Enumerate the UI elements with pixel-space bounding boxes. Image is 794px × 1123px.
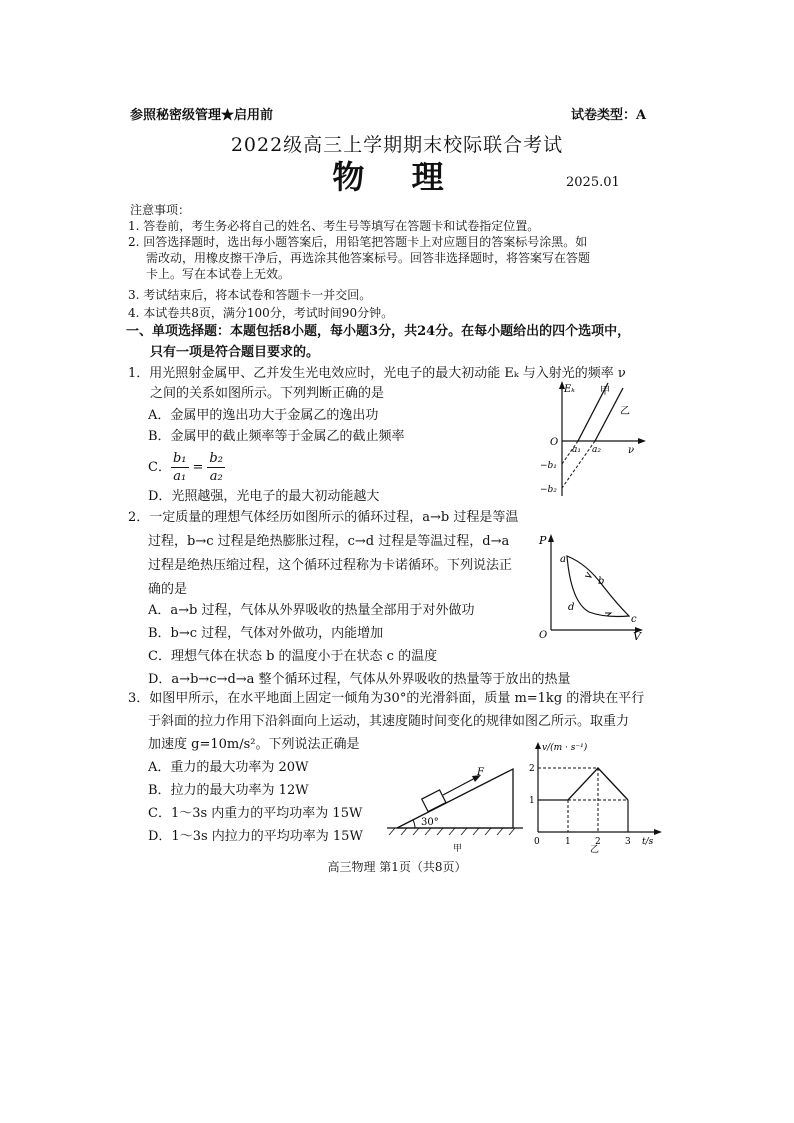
x-axis-label: V	[633, 630, 641, 642]
section-heading: 一、单项选择题：本题包括8小题，每小题3分，共24分。在每小题给出的四个选项中，	[126, 324, 631, 339]
q2-stem-cont: 过程，b→c 过程是绝热膨胀过程，c→d 过程是等温过程，d→a	[148, 534, 510, 549]
q3-option-a: A．重力的最大功率为 20W	[148, 760, 309, 775]
ground-hatching	[389, 828, 515, 835]
notice-item: 卡上。写在本试卷上无效。	[146, 267, 291, 281]
notice-item: 2. 回答选择题时，选出每小题答案后，用铅笔把答题卡上对应题目的答案标号涂黑。如	[128, 235, 588, 249]
q1-option-c	[148, 446, 225, 488]
line-yi-label: 乙	[620, 406, 630, 417]
vt-ticks	[529, 764, 631, 847]
vt-graph	[526, 738, 666, 856]
notice-item: 4. 本试卷共8页，满分100分，考试时间90分钟。	[128, 306, 394, 320]
q1-stem: 1．用光照射金属甲、乙并发生光电效应时，光电子的最大初动能 Eₖ 与入射光的频率 ν	[128, 366, 626, 381]
frac-numerator: b₁	[172, 450, 187, 466]
q2-pv-graph	[535, 530, 647, 642]
origin-label: O	[550, 437, 559, 448]
force-arrow	[443, 777, 477, 795]
tick-a2: a₂	[592, 445, 601, 455]
incline-slope	[397, 769, 513, 828]
q2-stem: 2．一定质量的理想气体经历如图所示的循环过程，a→b 过程是等温	[128, 510, 519, 525]
q1-option-c-label: C．	[148, 459, 171, 475]
state-c: c	[631, 614, 637, 625]
q3-stem-cont: 加速度 g=10m/s²。下列说法正确是	[148, 737, 360, 752]
figure-yi-caption: 乙	[590, 845, 600, 855]
frac-numerator: b₂	[209, 450, 223, 466]
origin-label: 0	[534, 837, 540, 847]
y-axis-arrow	[548, 534, 554, 542]
state-a: a	[560, 554, 566, 565]
x-axis-arrow	[654, 829, 662, 835]
x-axis-label: t/s	[642, 837, 654, 847]
tick-b1: −b₁	[540, 461, 557, 471]
x-tick-label: 2	[595, 837, 601, 847]
q3-option-b: B．拉力的最大功率为 12W	[148, 783, 309, 798]
state-d: d	[568, 602, 575, 613]
x-axis-arrow	[638, 438, 646, 444]
notice-item: 需改动，用橡皮擦干净后，再选涂其他答案标号。回答非选择题时，将答案写在答题	[146, 251, 591, 265]
tick-a1: a₁	[572, 445, 581, 455]
line-jia-label: 甲	[600, 386, 610, 397]
secrecy-label: 参照秘密级管理★启用前	[130, 108, 274, 123]
angle-label: 30°	[421, 817, 439, 828]
equals-sign: =	[192, 459, 204, 475]
y-axis-arrow	[535, 742, 541, 749]
exam-title: 2022级高三上学期期末校际联合考试	[230, 134, 564, 156]
notice-item: 1. 答卷前，考生务必将自己的姓名、考生号等填写在答题卡和试卷指定位置。	[128, 219, 540, 233]
q2-option-b: B．b→c 过程，气体对外做功，内能增加	[148, 626, 384, 641]
slider-block	[422, 790, 446, 812]
x-tick-label: 3	[625, 837, 631, 847]
q2-stem-cont: 确的是	[148, 582, 188, 597]
q3-option-c: C．1～3s 内重力的平均功率为 15W	[148, 806, 363, 821]
force-label: F	[477, 767, 484, 778]
paper-type: 试卷类型：A	[571, 108, 647, 123]
arrow-ab	[585, 572, 591, 577]
q1-option-b: B．金属甲的截止频率等于金属乙的截止频率	[148, 429, 405, 444]
tick-b2: −b₂	[540, 485, 557, 495]
q3-option-d: D．1～3s 内拉力的平均功率为 15W	[148, 829, 363, 844]
state-b: b	[598, 576, 605, 587]
q2-stem-cont: 过程是绝热压缩过程，这个循环过程称为卡诺循环。下列说法正	[148, 558, 513, 573]
q1-ek-v-graph	[532, 378, 647, 498]
angle-arc	[413, 820, 415, 828]
fraction-b1-a1	[171, 450, 189, 485]
subject-title: 物 理	[332, 158, 462, 196]
page-footer: 高三物理 第1页（共8页）	[327, 860, 467, 874]
y-tick-label: 1	[529, 796, 535, 806]
q3-stem-cont: 于斜面的拉力作用下沿斜面向上运动，其速度随时间变化的规律如图乙所示。取重力	[148, 714, 630, 729]
q1-option-d: D．光照越强，光电子的最大初动能越大	[148, 489, 380, 504]
frac-denominator: a₁	[173, 468, 187, 484]
y-tick-label: 2	[529, 764, 535, 774]
incline-figure	[385, 755, 525, 855]
q2-option-d: D．a→b→c→d→a 整个循环过程，气体从外界吸收的热量等于放出的热量	[148, 672, 571, 687]
origin-label: O	[539, 630, 548, 641]
x-tick-label: 1	[565, 837, 571, 847]
q2-option-c: C．理想气体在状态 b 的温度小于在状态 c 的温度	[148, 649, 438, 664]
y-axis-label: Eₖ	[564, 384, 575, 395]
fraction-b2-a2	[207, 450, 225, 485]
section-heading-cont: 只有一项是符合题目要求的。	[150, 345, 320, 360]
q1-option-a: A．金属甲的逸出功大于金属乙的逸出功	[148, 408, 379, 423]
q1-stem-cont: 之间的关系如图所示。下列判断正确的是	[150, 386, 385, 401]
notice-heading: 注意事项：	[130, 203, 191, 217]
notice-item: 3. 考试结束后，将本试卷和答题卡一并交回。	[128, 288, 372, 302]
frac-denominator: a₂	[209, 468, 223, 484]
q3-stem: 3．如图甲所示，在水平地面上固定一倾角为30°的光滑斜面，质量 m=1kg 的滑块在平行	[128, 691, 645, 706]
q2-option-a: A．a→b 过程，气体从外界吸收的热量全部用于对外做功	[148, 603, 475, 618]
x-axis-label: ν	[628, 445, 635, 456]
exam-date: 2025.01	[566, 175, 620, 190]
velocity-line	[538, 768, 628, 800]
y-axis-label: v/(m · s⁻¹)	[542, 743, 588, 753]
y-axis-label: P	[539, 534, 547, 547]
figure-jia-caption: 甲	[453, 844, 463, 854]
